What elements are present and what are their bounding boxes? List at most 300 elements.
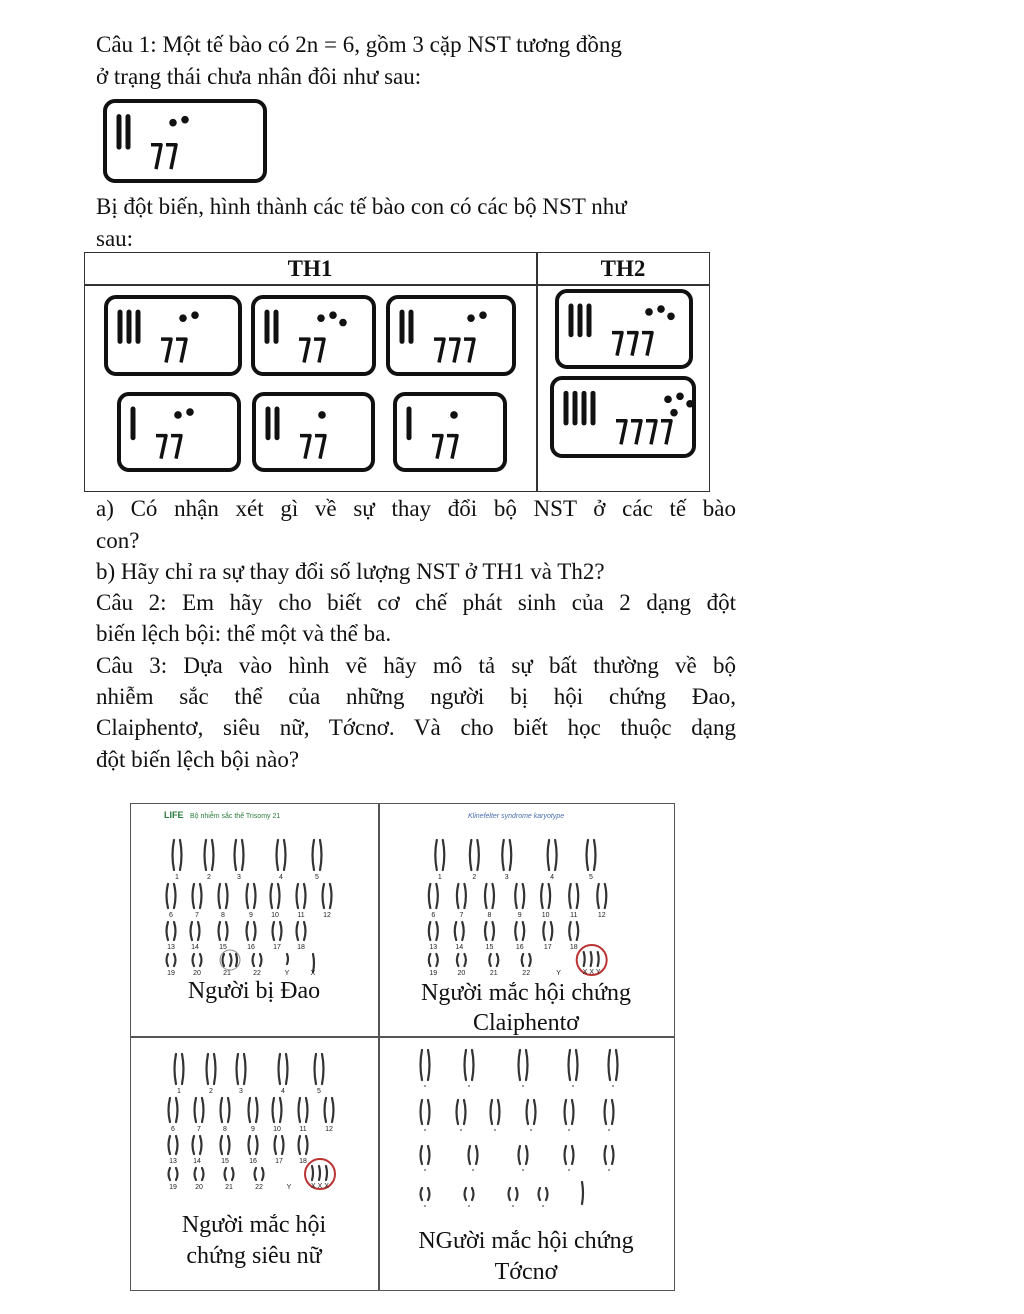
table-header-divider <box>84 284 710 286</box>
karyotype-chromosome <box>202 1098 204 1122</box>
karyotype-chromosome <box>254 884 256 908</box>
karyotype-chromosome <box>605 1146 607 1164</box>
karyotype-label: 5 <box>315 874 319 881</box>
karyotype-chromosome <box>465 1050 467 1080</box>
hooked-chromosome <box>616 421 626 445</box>
karyotype-chromosome <box>287 954 288 964</box>
karyotype-chromosome <box>598 952 599 966</box>
table-column-divider <box>536 252 538 492</box>
karyotype-chromosome <box>182 1054 184 1084</box>
karyotype-label: 4 <box>279 874 283 881</box>
karyotype-chromosome <box>455 922 457 940</box>
karyotype-chromosome <box>502 840 504 870</box>
karyotype-label: 12 <box>325 1126 333 1133</box>
karyotype-chromosome <box>273 1098 275 1122</box>
th2-cell-2 <box>550 376 696 458</box>
karyotype-label: 17 <box>543 944 552 951</box>
klinefelter-karyotype-title: Klinefelter syndrome karyotype <box>468 813 565 820</box>
superfemale-caption-line-1: Người mắc hội <box>181 1212 327 1238</box>
th1-cell-3 <box>386 295 516 376</box>
hooked-chromosome <box>161 339 171 362</box>
karyotype-chromosome <box>200 954 202 966</box>
karyotype-label: 1 <box>175 874 179 881</box>
dot-chromosome <box>467 314 475 322</box>
karyotype-chromosome <box>594 840 596 870</box>
superfemale-caption-line-2: chứng siêu nữ <box>186 1243 322 1269</box>
hooked-chromosome <box>449 339 459 362</box>
karyotype-label: 19 <box>169 1184 177 1191</box>
karyotype-chromosome <box>320 840 322 870</box>
karyotype-marker <box>468 1205 470 1207</box>
karyotype-chromosome <box>523 922 525 940</box>
superfemale-karyotype-image <box>160 1040 360 1204</box>
hooked-chromosome <box>646 421 656 445</box>
karyotype-chromosome <box>332 1098 334 1122</box>
karyotype-chromosome <box>315 1054 317 1084</box>
dot-chromosome <box>329 311 337 319</box>
karyotype-label: 8 <box>221 912 225 919</box>
hooked-chromosome <box>176 339 186 362</box>
karyotype-marker <box>542 1205 544 1207</box>
karyotype-chromosome <box>223 954 225 966</box>
question-a-line-1: a) Có nhận xét gì về sự thay đổi bộ NST ở các tế bào <box>96 496 736 521</box>
karyotype-chromosome <box>330 884 332 908</box>
down-karyotype-title: Bộ nhiễm sắc thể Trisomy 21 <box>190 813 281 820</box>
dot-chromosome <box>186 408 194 416</box>
karyotype-label: Y <box>284 970 290 977</box>
karyotype-label: 9 <box>517 912 522 919</box>
karyotype-chromosome <box>297 884 299 908</box>
karyotype-chromosome <box>543 922 545 940</box>
dot-chromosome <box>686 400 692 408</box>
karyotype-chromosome <box>236 954 237 966</box>
hooked-chromosome <box>612 333 622 356</box>
karyotype-chromosome <box>526 1050 528 1080</box>
karyotype-label: 21 <box>489 970 498 977</box>
karyotype-chromosome <box>569 1050 571 1080</box>
karyotype-chromosome <box>436 954 438 966</box>
question-3-line-1: Câu 3: Dựa vào hình vẽ hãy mô tả sự bất thường về bộ <box>96 653 736 678</box>
karyotype-chromosome <box>421 1050 423 1080</box>
karyotype-label: 14 <box>455 944 464 951</box>
karyotype-chromosome <box>576 1050 578 1080</box>
karyotype-chromosome <box>519 1050 521 1080</box>
karyotype-chromosome <box>551 922 553 940</box>
karyotype-chromosome <box>169 1136 171 1154</box>
karyotype-chromosome <box>191 922 193 940</box>
karyotype-label: Y <box>286 1184 292 1191</box>
karyotype-label: 18 <box>569 944 578 951</box>
karyotype-label: 10 <box>273 1126 281 1133</box>
hooked-chromosome <box>432 436 442 459</box>
karyotype-label: 11 <box>297 912 305 919</box>
karyotype-label: 18 <box>299 1158 307 1165</box>
karyotype-label: 5 <box>589 874 593 881</box>
karyotype-label: 3 <box>504 874 509 881</box>
karyotype-chromosome <box>193 954 195 966</box>
karyotype-chromosome <box>174 922 176 940</box>
karyotype-chromosome <box>200 1136 202 1154</box>
karyotype-chromosome <box>582 1182 583 1204</box>
karyotype-chromosome <box>278 884 280 908</box>
hooked-chromosome <box>299 339 309 362</box>
karyotype-label: 15 <box>485 944 494 951</box>
karyotype-chromosome <box>572 1146 574 1164</box>
dot-chromosome <box>179 314 187 322</box>
karyotype-label: 9 <box>249 912 253 919</box>
original-cell-chromosomes <box>103 99 267 183</box>
karyotype-label: 2 <box>209 1088 213 1095</box>
question-3-line-2: nhiễm sắc thể của những người bị hội chứng Đao, <box>96 684 736 709</box>
karyotype-chromosome <box>228 1098 230 1122</box>
karyotype-marker <box>424 1169 426 1171</box>
karyotype-chromosome <box>464 884 466 908</box>
turner-caption-line-1: NGười mắc hội chứng <box>418 1228 634 1254</box>
karyotype-chromosome <box>214 1054 216 1084</box>
th1-cell-6 <box>393 392 507 472</box>
karyotype-chromosome <box>485 922 487 940</box>
dot-chromosome <box>339 319 347 327</box>
karyotype-label: 3 <box>239 1088 243 1095</box>
karyotype-chromosome <box>572 1100 574 1124</box>
karyotype-chromosome <box>612 1146 614 1164</box>
question-b: b) Hãy chỉ ra sự thay đổi số lượng NST ở TH1 và Th2? <box>96 559 605 584</box>
karyotype-chromosome <box>200 884 202 908</box>
karyotype-marker <box>424 1085 426 1087</box>
karyotype-chromosome <box>509 1188 511 1200</box>
karyotype-chromosome <box>256 1136 258 1154</box>
karyotype-chromosome <box>529 954 531 966</box>
karyotype-marker <box>512 1205 514 1207</box>
karyotype-chromosome <box>516 1188 518 1200</box>
karyotype-chromosome <box>306 1136 308 1154</box>
karyotype-chromosome <box>464 1100 466 1124</box>
karyotype-chromosome <box>587 840 589 870</box>
karyotype-chromosome <box>221 1098 223 1122</box>
karyotype-chromosome <box>436 884 438 908</box>
hooked-chromosome <box>434 339 444 362</box>
karyotype-label: 7 <box>459 912 464 919</box>
karyotype-chromosome <box>256 1098 258 1122</box>
question-a-line-2: con? <box>96 528 140 553</box>
question-3-line-4: đột biến lệch bội nào? <box>96 747 300 772</box>
karyotype-marker <box>568 1169 570 1171</box>
karyotype-chromosome <box>253 954 255 966</box>
karyotype-label: 16 <box>515 944 524 951</box>
hooked-chromosome <box>151 145 161 169</box>
question-1-line-3: Bị đột biến, hình thành các tế bào con có các bộ NST như <box>96 194 627 219</box>
karyotype-chromosome <box>319 1166 320 1180</box>
karyotype-label: 11 <box>299 1126 307 1133</box>
karyotype-chromosome <box>235 840 237 870</box>
karyotype-chromosome <box>526 1146 528 1164</box>
karyotype-chromosome <box>175 1054 177 1084</box>
hooked-chromosome <box>447 436 457 459</box>
karyotype-chromosome <box>169 1168 171 1180</box>
karyotype-label: X <box>310 970 316 977</box>
karyotype-marker <box>424 1205 426 1207</box>
karyotype-label: 15 <box>219 944 227 951</box>
karyotype-chromosome <box>457 884 459 908</box>
hooked-chromosome <box>300 436 310 459</box>
karyotype-chromosome <box>282 1136 284 1154</box>
karyotype-chromosome <box>169 1098 171 1122</box>
th1-cell-5 <box>252 392 375 472</box>
dot-chromosome <box>664 396 672 404</box>
karyotype-chromosome <box>322 1054 324 1084</box>
karyotype-chromosome <box>207 1054 209 1084</box>
karyotype-label: 15 <box>221 1158 229 1165</box>
karyotype-label: 1 <box>177 1088 181 1095</box>
karyotype-label: 5 <box>317 1088 321 1095</box>
karyotype-chromosome <box>242 840 244 870</box>
hooked-chromosome <box>642 333 652 356</box>
karyotype-chromosome <box>286 1054 288 1084</box>
dot-chromosome <box>318 411 326 419</box>
th1-header: TH1 <box>287 256 333 281</box>
question-3-line-3: Claiphentơ, siêu nữ, Tớcnơ. Và cho biết học thuộc dạng <box>96 715 736 740</box>
karyotype-chromosome <box>277 840 279 870</box>
karyotype-chromosome <box>284 840 286 870</box>
karyotype-chromosome <box>465 1188 467 1200</box>
karyotype-chromosome <box>597 884 599 908</box>
karyotype-label: 13 <box>429 944 438 951</box>
hooked-chromosome <box>314 339 324 362</box>
hooked-chromosome <box>166 145 176 169</box>
karyotype-chromosome <box>429 954 431 966</box>
karyotype-chromosome <box>226 922 228 940</box>
karyotype-chromosome <box>297 922 299 940</box>
karyotype-label: 20 <box>193 970 201 977</box>
karyotype-chromosome <box>193 1136 195 1154</box>
karyotype-marker <box>608 1169 610 1171</box>
karyotype-label: 14 <box>191 944 199 951</box>
karyotype-chromosome <box>539 1188 541 1200</box>
karyotype-chromosome <box>262 1168 264 1180</box>
karyotype-marker <box>468 1085 470 1087</box>
karyotype-label: Y <box>556 970 561 977</box>
karyotype-chromosome <box>498 1100 500 1124</box>
karyotype-chromosome <box>519 1146 521 1164</box>
karyotype-chromosome <box>326 1166 327 1180</box>
karyotype-label: 6 <box>169 912 173 919</box>
klinefelter-caption-line-1: Người mắc hội chứng <box>421 980 631 1006</box>
karyotype-label: 21 <box>223 970 231 977</box>
karyotype-marker <box>568 1129 570 1131</box>
karyotype-chromosome <box>605 1100 607 1124</box>
hooked-chromosome <box>171 436 181 459</box>
karyotype-label: 17 <box>275 1158 283 1165</box>
karyotype-chromosome <box>469 1146 471 1164</box>
karyotype-chromosome <box>280 1098 282 1122</box>
karyotype-label: 3 <box>237 874 241 881</box>
karyotype-chromosome <box>421 1188 423 1200</box>
karyotype-label: 12 <box>597 912 606 919</box>
karyotype-chromosome <box>232 1168 234 1180</box>
karyotype-label: 21 <box>225 1184 233 1191</box>
karyotype-label: 6 <box>171 1126 175 1133</box>
karyotype-chromosome <box>428 1146 430 1164</box>
karyotype-marker <box>522 1085 524 1087</box>
karyotype-chromosome <box>510 840 512 870</box>
karyotype-chromosome <box>299 1136 301 1154</box>
karyotype-chromosome <box>429 884 431 908</box>
karyotype-chromosome <box>271 884 273 908</box>
karyotype-chromosome <box>546 1188 548 1200</box>
dot-chromosome <box>479 311 487 319</box>
karyotype-chromosome <box>205 840 207 870</box>
karyotype-marker <box>460 1129 462 1131</box>
karyotype-chromosome <box>167 954 169 966</box>
dot-chromosome <box>174 411 182 419</box>
karyotype-chromosome <box>304 922 306 940</box>
karyotype-chromosome <box>325 1098 327 1122</box>
karyotype-chromosome <box>428 1100 430 1124</box>
klinefelter-caption-line-2: Claiphentơ <box>472 1010 579 1036</box>
karyotype-chromosome <box>435 840 437 870</box>
karyotype-chromosome <box>299 1098 301 1122</box>
karyotype-chromosome <box>193 884 195 908</box>
th2-cell-1 <box>555 289 693 369</box>
karyotype-label: X X X <box>311 1183 329 1190</box>
karyotype-label: 6 <box>431 912 436 919</box>
karyotype-chromosome <box>489 954 491 966</box>
karyotype-label: 22 <box>255 1184 263 1191</box>
karyotype-chromosome <box>492 884 494 908</box>
karyotype-chromosome <box>176 1136 178 1154</box>
karyotype-grid-vertical-divider <box>378 803 380 1291</box>
karyotype-label: 13 <box>169 1158 177 1165</box>
karyotype-label: 19 <box>167 970 175 977</box>
karyotype-chromosome <box>492 922 494 940</box>
dot-chromosome <box>169 119 177 127</box>
karyotype-chromosome <box>616 1050 618 1080</box>
karyotype-label: 16 <box>249 1158 257 1165</box>
dot-chromosome <box>676 393 684 401</box>
karyotype-chromosome <box>173 840 175 870</box>
karyotype-marker <box>608 1129 610 1131</box>
karyotype-chromosome <box>247 884 249 908</box>
klinefelter-karyotype-image <box>410 806 630 978</box>
karyotype-marker <box>530 1129 532 1131</box>
karyotype-chromosome <box>312 1166 313 1180</box>
karyotype-label: 13 <box>167 944 175 951</box>
karyotype-label: 20 <box>195 1184 203 1191</box>
karyotype-label: 4 <box>281 1088 285 1095</box>
karyotype-chromosome <box>180 840 182 870</box>
karyotype-chromosome <box>436 922 438 940</box>
karyotype-label: 8 <box>487 912 492 919</box>
karyotype-label: 22 <box>522 970 531 977</box>
question-2-line-2: biến lệch bội: thể một và thể ba. <box>96 621 392 646</box>
karyotype-chromosome <box>565 1100 567 1124</box>
hooked-chromosome <box>661 421 671 445</box>
karyotype-chromosome <box>244 1054 246 1084</box>
question-1-line-2: ở trạng thái chưa nhân đôi như sau: <box>96 64 422 89</box>
karyotype-chromosome <box>237 1054 239 1084</box>
karyotype-chromosome <box>167 922 169 940</box>
karyotype-chromosome <box>421 1146 423 1164</box>
karyotype-chromosome <box>515 884 517 908</box>
karyotype-chromosome <box>565 1146 567 1164</box>
karyotype-chromosome <box>255 1168 257 1180</box>
karyotype-chromosome <box>527 1100 529 1124</box>
karyotype-chromosome <box>421 1100 423 1124</box>
question-1-line-4: sau: <box>96 226 134 251</box>
karyotype-marker <box>612 1085 614 1087</box>
karyotype-chromosome <box>457 954 459 966</box>
life-logo: LIFE <box>164 810 184 820</box>
karyotype-chromosome <box>195 1098 197 1122</box>
turner-karyotype-image <box>410 1042 640 1212</box>
karyotype-chromosome <box>605 884 607 908</box>
karyotype-chromosome <box>221 1136 223 1154</box>
karyotype-chromosome <box>226 884 228 908</box>
karyotype-chromosome <box>254 922 256 940</box>
karyotype-label: X X Y <box>582 969 601 976</box>
dot-chromosome <box>670 409 678 417</box>
karyotype-chromosome <box>306 1098 308 1122</box>
th2-header: TH2 <box>600 256 646 281</box>
karyotype-chromosome <box>443 840 445 870</box>
karyotype-chromosome <box>225 1168 227 1180</box>
karyotype-marker <box>522 1169 524 1171</box>
hooked-chromosome <box>315 436 325 459</box>
karyotype-chromosome <box>428 1188 430 1200</box>
karyotype-chromosome <box>428 1050 430 1080</box>
karyotype-chromosome <box>323 884 325 908</box>
karyotype-chromosome <box>198 922 200 940</box>
karyotype-marker <box>472 1169 474 1171</box>
karyotype-chromosome <box>275 1136 277 1154</box>
karyotype-label: 17 <box>273 944 281 951</box>
karyotype-chromosome <box>548 840 550 870</box>
dot-chromosome <box>667 312 675 320</box>
th1-cell-4 <box>117 392 241 472</box>
down-syndrome-caption: Người bị Đao <box>187 978 321 1004</box>
karyotype-label: 19 <box>429 970 438 977</box>
dot-chromosome <box>191 311 199 319</box>
karyotype-chromosome <box>174 954 176 966</box>
karyotype-chromosome <box>609 1050 611 1080</box>
karyotype-label: 20 <box>457 970 466 977</box>
karyotype-chromosome <box>273 922 275 940</box>
karyotype-chromosome <box>457 1100 459 1124</box>
karyotype-chromosome <box>541 884 543 908</box>
karyotype-label: 18 <box>297 944 305 951</box>
karyotype-chromosome <box>247 922 249 940</box>
down-syndrome-karyotype-image <box>160 806 360 978</box>
karyotype-chromosome <box>515 922 517 940</box>
karyotype-chromosome <box>462 922 464 940</box>
karyotype-chromosome <box>464 954 466 966</box>
karyotype-label: 2 <box>472 874 477 881</box>
karyotype-chromosome <box>491 1100 493 1124</box>
karyotype-label: 2 <box>207 874 211 881</box>
dot-chromosome <box>450 411 458 419</box>
karyotype-chromosome <box>176 1098 178 1122</box>
karyotype-label: 12 <box>323 912 331 919</box>
th1-cell-2 <box>251 295 376 376</box>
karyotype-chromosome <box>174 884 176 908</box>
karyotype-chromosome <box>549 884 551 908</box>
karyotype-chromosome <box>477 840 479 870</box>
karyotype-label: 9 <box>251 1126 255 1133</box>
karyotype-chromosome <box>497 954 499 966</box>
karyotype-chromosome <box>577 884 579 908</box>
karyotype-chromosome <box>228 1136 230 1154</box>
karyotype-chromosome <box>472 1188 474 1200</box>
